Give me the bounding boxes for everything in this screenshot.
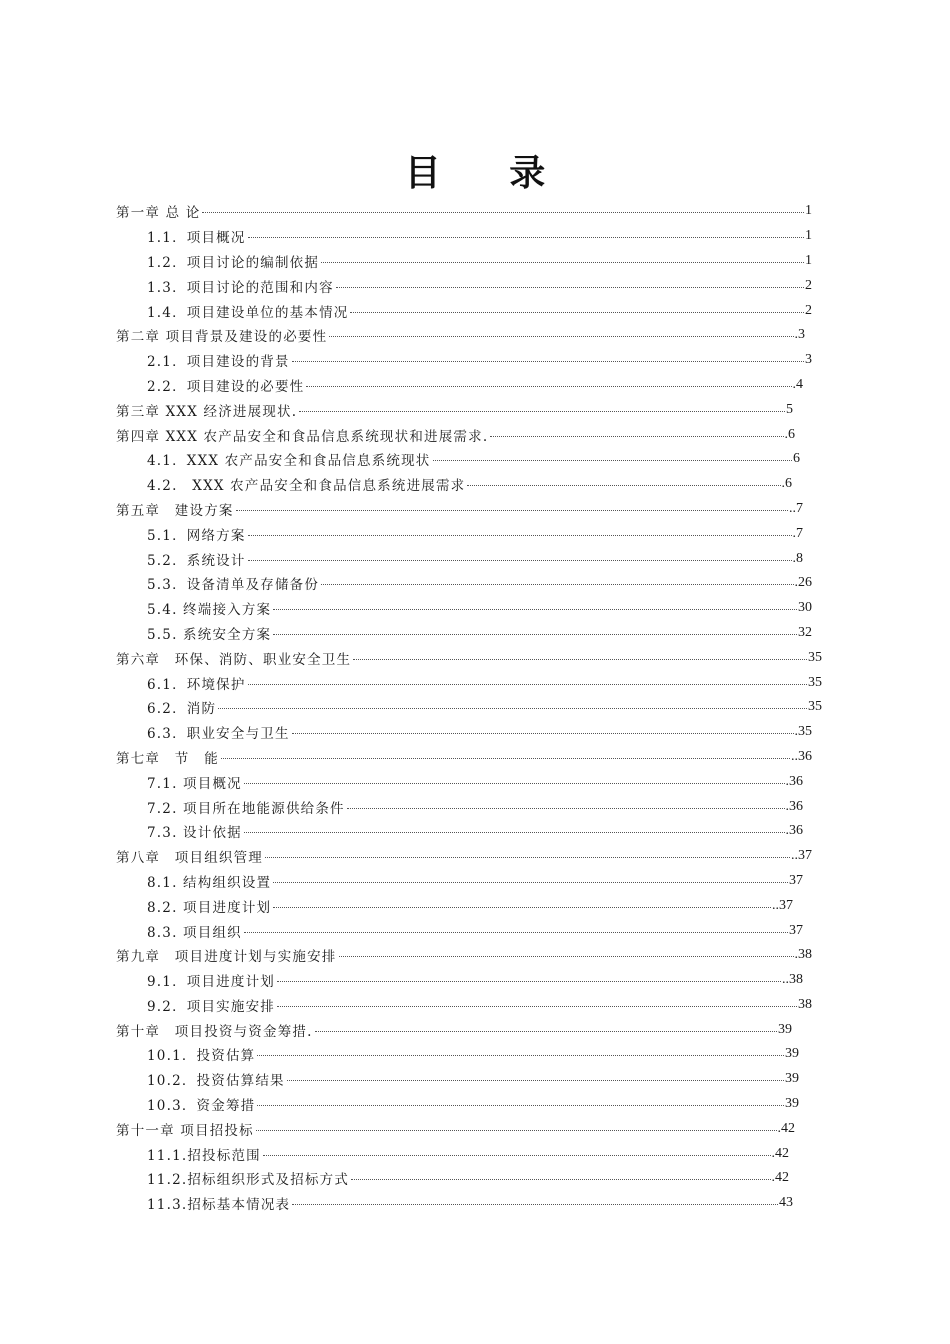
toc-section-entry[interactable] (116, 869, 803, 894)
toc-page-number: 39 (778, 1021, 792, 1037)
toc-entry-label: 1.4．项目建设单位的基本情况 (147, 304, 349, 321)
toc-section-entry[interactable] (116, 298, 812, 323)
dot-leader (257, 1104, 784, 1106)
dot-leader (350, 311, 804, 313)
dot-leader (292, 360, 804, 362)
table-of-contents (116, 199, 822, 1216)
toc-page-number: 39 (785, 1046, 799, 1062)
toc-entry-label: 2.1．项目建设的背景 (147, 354, 290, 371)
toc-chapter-entry[interactable] (116, 323, 805, 348)
toc-entry-label: 第九章 项目进度计划与实施安排 (116, 949, 337, 966)
toc-entry-label: 5.1．网络方案 (147, 527, 246, 544)
dot-leader (433, 459, 793, 461)
toc-entry-label: 10.2．投资估算结果 (147, 1073, 285, 1090)
toc-page-number: 1 (805, 203, 812, 219)
toc-page-number: 35 (808, 674, 822, 690)
dot-leader (336, 286, 804, 288)
dot-leader (287, 1079, 784, 1081)
toc-entry-label: 1.1．项目概况 (147, 230, 246, 247)
dot-leader (351, 1178, 770, 1180)
toc-entry-label: 7.2. 项目所在地能源供给条件 (147, 800, 345, 817)
toc-section-entry[interactable] (116, 769, 803, 794)
toc-page-number: .36 (785, 773, 803, 789)
toc-page-number: .42 (777, 1120, 795, 1136)
toc-entry-label: 第十一章 项目招投标 (116, 1122, 254, 1139)
dot-leader (248, 683, 807, 685)
toc-entry-label: 1.2．项目讨论的编制依据 (147, 254, 320, 271)
dot-leader (273, 906, 771, 908)
toc-section-entry[interactable] (116, 521, 803, 546)
toc-entry-label: 6.2．消防 (147, 701, 217, 718)
toc-page-number: ..36 (791, 748, 812, 764)
dot-leader (321, 583, 793, 585)
dot-leader (218, 707, 807, 709)
toc-entry-label: 11.1.招投标范围 (147, 1147, 261, 1164)
dot-leader (490, 435, 783, 437)
toc-section-entry[interactable] (116, 596, 812, 621)
toc-page-number: .4 (792, 376, 803, 392)
toc-page-number: ..7 (789, 500, 803, 516)
toc-entry-label: 4.2. XXX 农产品安全和食品信息系统进展需求 (147, 478, 466, 495)
toc-section-entry[interactable] (116, 893, 793, 918)
toc-chapter-entry[interactable] (116, 1116, 795, 1141)
toc-entry-label: 9.2．项目实施安排 (147, 998, 275, 1015)
toc-section-entry[interactable] (116, 968, 803, 993)
toc-page-number: .38 (794, 947, 812, 963)
dot-leader (263, 1154, 771, 1156)
toc-page-number: 3 (805, 352, 812, 368)
toc-page-number: ..37 (791, 848, 812, 864)
toc-page-number: ..38 (782, 972, 803, 988)
toc-chapter-entry[interactable] (116, 943, 812, 968)
toc-page-number: .3 (794, 327, 805, 343)
toc-entry-label: 8.2. 项目进度计划 (147, 899, 272, 916)
toc-entry-label: 5.4. 终端接入方案 (147, 602, 272, 619)
toc-entry-label: 第五章 建设方案 (116, 502, 234, 519)
dot-leader (315, 1030, 777, 1032)
toc-page-number: 35 (808, 649, 822, 665)
dot-leader (244, 931, 788, 933)
toc-page-number: 39 (785, 1096, 799, 1112)
toc-page-number: 2 (805, 302, 812, 318)
toc-section-entry[interactable] (116, 918, 803, 943)
toc-entry-label: 8.1. 结构组织设置 (147, 874, 272, 891)
dot-leader (202, 211, 804, 213)
toc-entry-label: 第七章 节 能 (116, 750, 219, 767)
toc-chapter-entry[interactable] (116, 844, 812, 869)
toc-section-entry[interactable] (116, 670, 822, 695)
dot-leader (329, 335, 793, 337)
toc-section-entry[interactable] (116, 373, 803, 398)
toc-chapter-entry[interactable] (116, 1017, 792, 1042)
toc-entry-label: 7.3. 设计依据 (147, 825, 242, 842)
toc-entry-label: 第二章 项目背景及建设的必要性 (116, 329, 328, 346)
toc-page-number: 1 (805, 252, 812, 268)
dot-leader (292, 732, 794, 734)
toc-entry-label: 第一章 总 论 (116, 205, 201, 222)
dot-leader (273, 633, 797, 635)
toc-chapter-entry[interactable] (116, 745, 812, 770)
toc-section-entry[interactable] (116, 1166, 789, 1191)
toc-entry-label: 6.1．环境保护 (147, 676, 246, 693)
toc-entry-label: 11.3.招标基本情况表 (147, 1197, 291, 1214)
toc-entry-label: 6.3．职业安全与卫生 (147, 726, 290, 743)
toc-entry-label: 2.2．项目建设的必要性 (147, 378, 305, 395)
toc-page-number: .8 (792, 550, 803, 566)
toc-page-number: 37 (789, 922, 803, 938)
toc-entry-label: 第四章 XXX 农产品安全和食品信息系统现状和进展需求. (116, 428, 489, 445)
dot-leader (292, 1203, 778, 1205)
toc-section-entry[interactable] (116, 472, 792, 497)
toc-entry-label: 第六章 环保、消防、职业安全卫生 (116, 651, 352, 668)
dot-leader (339, 955, 794, 957)
dot-leader (467, 484, 780, 486)
dot-leader (221, 757, 790, 759)
dot-leader (353, 658, 807, 660)
toc-section-entry[interactable] (116, 249, 812, 274)
toc-entry-label: 5.5. 系统安全方案 (147, 626, 272, 643)
dot-leader (248, 534, 792, 536)
dot-leader (299, 410, 785, 412)
toc-page-number: 37 (789, 872, 803, 888)
toc-chapter-entry[interactable] (116, 199, 812, 224)
toc-page-number: 1 (805, 228, 812, 244)
page-title: 目 录 (404, 153, 574, 194)
toc-entry-label: 第三章 XXX 经济进展现状. (116, 403, 298, 420)
dot-leader (306, 385, 791, 387)
toc-page-number: 43 (779, 1195, 793, 1211)
toc-section-entry[interactable] (116, 1092, 799, 1117)
dot-leader (321, 261, 804, 263)
toc-entry-label: 第十章 项目投资与资金筹措. (116, 1023, 313, 1040)
dot-leader (273, 608, 797, 610)
toc-section-entry[interactable] (116, 621, 812, 646)
toc-page-number: 30 (798, 600, 812, 616)
toc-entry-label: 5.3．设备清单及存储备份 (147, 577, 320, 594)
dot-leader (277, 980, 781, 982)
toc-page-number: 35 (808, 699, 822, 715)
toc-section-entry[interactable] (116, 348, 812, 373)
toc-entry-label: 10.1．投资估算 (147, 1048, 256, 1065)
dot-leader (347, 807, 785, 809)
toc-section-entry[interactable] (116, 571, 812, 596)
dot-leader (244, 782, 785, 784)
toc-section-entry[interactable] (116, 720, 812, 745)
toc-entry-label: 9.1．项目进度计划 (147, 974, 275, 991)
toc-chapter-entry[interactable] (116, 645, 822, 670)
toc-section-entry[interactable] (116, 993, 812, 1018)
toc-chapter-entry[interactable] (116, 397, 793, 422)
dot-leader (248, 236, 804, 238)
toc-section-entry[interactable] (116, 1141, 789, 1166)
toc-entry-label: 4.1．XXX 农产品安全和食品信息系统现状 (147, 453, 431, 470)
toc-section-entry[interactable] (116, 273, 812, 298)
toc-page-number: .6 (784, 426, 795, 442)
dot-leader (236, 509, 788, 511)
toc-entry-label: 第八章 项目组织管理 (116, 850, 263, 867)
toc-section-entry[interactable] (116, 546, 803, 571)
toc-page-number: .7 (792, 525, 803, 541)
dot-leader (265, 856, 790, 858)
dot-leader (273, 881, 788, 883)
dot-leader (277, 1005, 797, 1007)
toc-entry-label: 10.3．资金筹措 (147, 1098, 256, 1115)
toc-section-entry[interactable] (116, 1042, 799, 1067)
toc-page-number: 32 (798, 624, 812, 640)
dot-leader (244, 831, 785, 833)
dot-leader (257, 1054, 784, 1056)
toc-page-number: 5 (786, 401, 793, 417)
toc-page-number: .26 (794, 575, 812, 591)
toc-page-number: .6 (781, 476, 792, 492)
toc-section-entry[interactable] (116, 447, 800, 472)
toc-entry-label: 7.1. 项目概况 (147, 775, 242, 792)
toc-entry-label: 1.3．项目讨论的范围和内容 (147, 279, 334, 296)
toc-page-number: .35 (794, 724, 812, 740)
toc-page-number: 39 (785, 1071, 799, 1087)
toc-entry-label: 11.2.招标组织形式及招标方式 (147, 1172, 350, 1189)
dot-leader (248, 559, 792, 561)
toc-section-entry[interactable] (116, 224, 812, 249)
toc-entry-label: 5.2．系统设计 (147, 552, 246, 569)
toc-chapter-entry[interactable] (116, 497, 803, 522)
toc-page-number: .42 (771, 1145, 789, 1161)
toc-page-number: 2 (805, 277, 812, 293)
toc-section-entry[interactable] (116, 695, 822, 720)
toc-page-number: .36 (785, 823, 803, 839)
toc-section-entry[interactable] (116, 794, 803, 819)
dot-leader (256, 1129, 777, 1131)
toc-page-number: .36 (785, 798, 803, 814)
toc-page-number: 6 (793, 451, 800, 467)
toc-entry-label: 8.3. 项目组织 (147, 924, 242, 941)
toc-chapter-entry[interactable] (116, 422, 795, 447)
toc-section-entry[interactable] (116, 819, 803, 844)
toc-page-number: 38 (798, 996, 812, 1012)
toc-page-number: ..37 (772, 897, 793, 913)
toc-page-number: .42 (771, 1170, 789, 1186)
toc-section-entry[interactable] (116, 1067, 799, 1092)
toc-section-entry[interactable] (116, 1191, 793, 1216)
